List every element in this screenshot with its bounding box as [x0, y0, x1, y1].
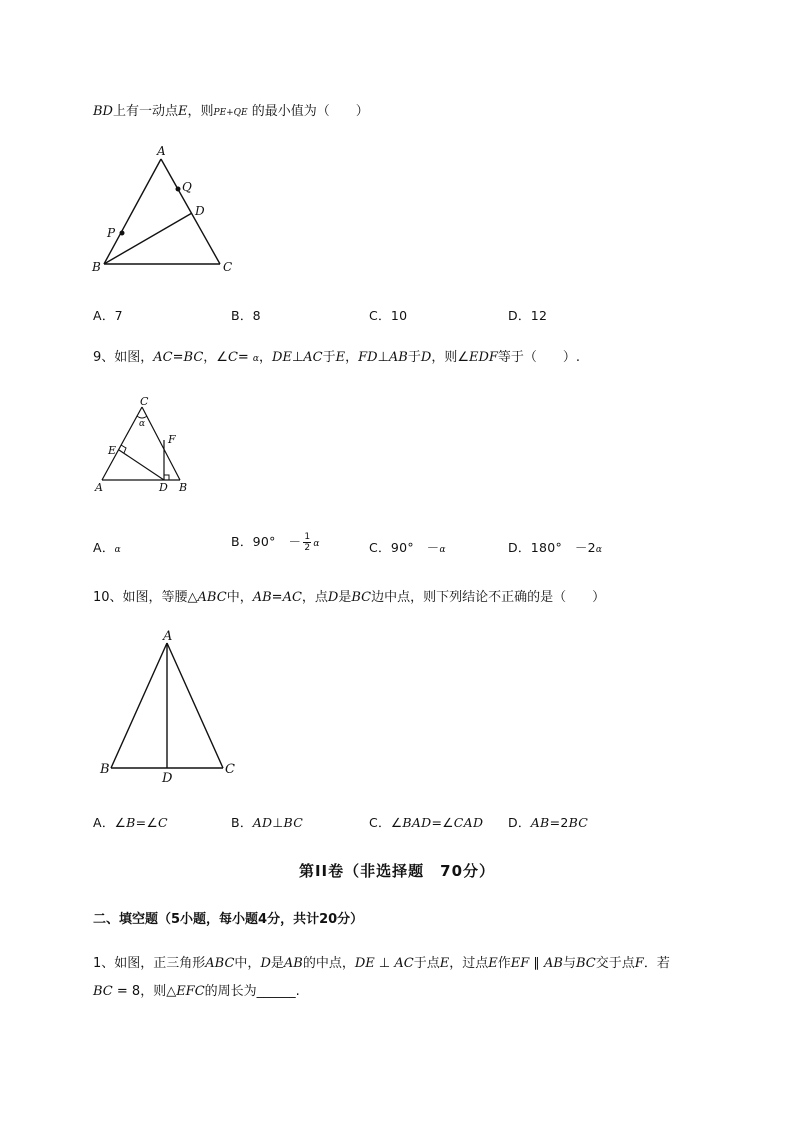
q10-figure: [95, 625, 245, 785]
q9-option-d[interactable]: D．180° －2α: [508, 540, 603, 555]
q10-label-d: D: [162, 771, 173, 785]
fill1-stem-line1: 1、如图，正三角形ABC中，D是AB的中点，DE ⊥ AC于点E，过点E作EF ∥ AB与BC交于点F．若: [93, 956, 670, 971]
q8-figure: [88, 140, 248, 280]
q9-angle-arc: [137, 416, 147, 418]
q8-point-p: [120, 231, 125, 236]
q8-option-c[interactable]: C．10: [369, 308, 408, 323]
q10-label-c: C: [225, 762, 235, 777]
q8-point-q: [176, 187, 181, 192]
q10-side-ab: [111, 643, 167, 768]
section-heading: 二、填空题（5小题，每小题4分，共计20分）: [93, 912, 364, 927]
q9-label-c: C: [140, 395, 149, 408]
q9-stem: 9、如图，AC=BC，∠C= α，DE⊥AC于E，FD⊥AB于D，则∠EDF等于（ ）.: [93, 350, 581, 365]
q10-option-b[interactable]: B．AD⊥BC: [231, 815, 304, 830]
q9-fraction: $\frac{1}{2}$: [304, 532, 311, 553]
q8-label-q: Q: [182, 180, 192, 194]
q10-option-d[interactable]: D．AB=2BC: [508, 815, 589, 830]
q9-option-c[interactable]: C．90° －α: [369, 540, 446, 555]
q8-expr: PE+QE: [213, 108, 248, 118]
q8-stem: BD上有一动点E，则PE+QE 的最小值为（ ）: [93, 104, 369, 119]
q8-option-d[interactable]: D．12: [508, 308, 548, 323]
q8-label-p: P: [107, 226, 116, 240]
q10-stem: 10、如图，等腰△ABC中，AB=AC，点D是BC边中点，则下列结论不正确的是（ ）: [93, 590, 606, 605]
q8-label-a: A: [157, 144, 166, 158]
q10-side-ac: [167, 643, 223, 768]
q10-option-a[interactable]: A．∠B=∠C: [93, 815, 168, 830]
q8-option-b[interactable]: B．8: [231, 308, 261, 323]
fill1-stem-line2: BC = 8，则△EFC的周长为______.: [93, 984, 300, 999]
q9-option-b[interactable]: B．90° － $\frac{1}{2}$ α: [231, 532, 320, 553]
q8-bd: BD: [93, 104, 113, 119]
q8-label-d: D: [195, 204, 205, 218]
q10-label-b: B: [100, 762, 110, 777]
q9-label-f: F: [168, 433, 176, 446]
q9-right-angle-d: [164, 475, 169, 480]
part2-title: 第II卷（非选择题 70分）: [298, 862, 496, 880]
q10-option-c[interactable]: C．∠BAD=∠CAD: [369, 815, 484, 830]
q10-label-a: A: [163, 629, 173, 644]
q9-label-b: B: [179, 481, 188, 494]
fill1-answer-blank[interactable]: 的周长为______.: [204, 984, 300, 999]
q9-label-a: A: [95, 481, 103, 494]
q9-figure: [90, 390, 200, 500]
q8-side-ac: [161, 159, 220, 264]
q9-label-e: E: [108, 444, 117, 457]
q9-segment-de: [119, 450, 164, 480]
q8-label-b: B: [92, 260, 101, 274]
q8-label-c: C: [223, 260, 233, 274]
q9-label-d: D: [159, 481, 168, 494]
q9-option-a[interactable]: A．α: [93, 540, 122, 555]
q8-option-a[interactable]: A．7: [93, 308, 123, 323]
q9-label-alpha: α: [139, 419, 146, 429]
